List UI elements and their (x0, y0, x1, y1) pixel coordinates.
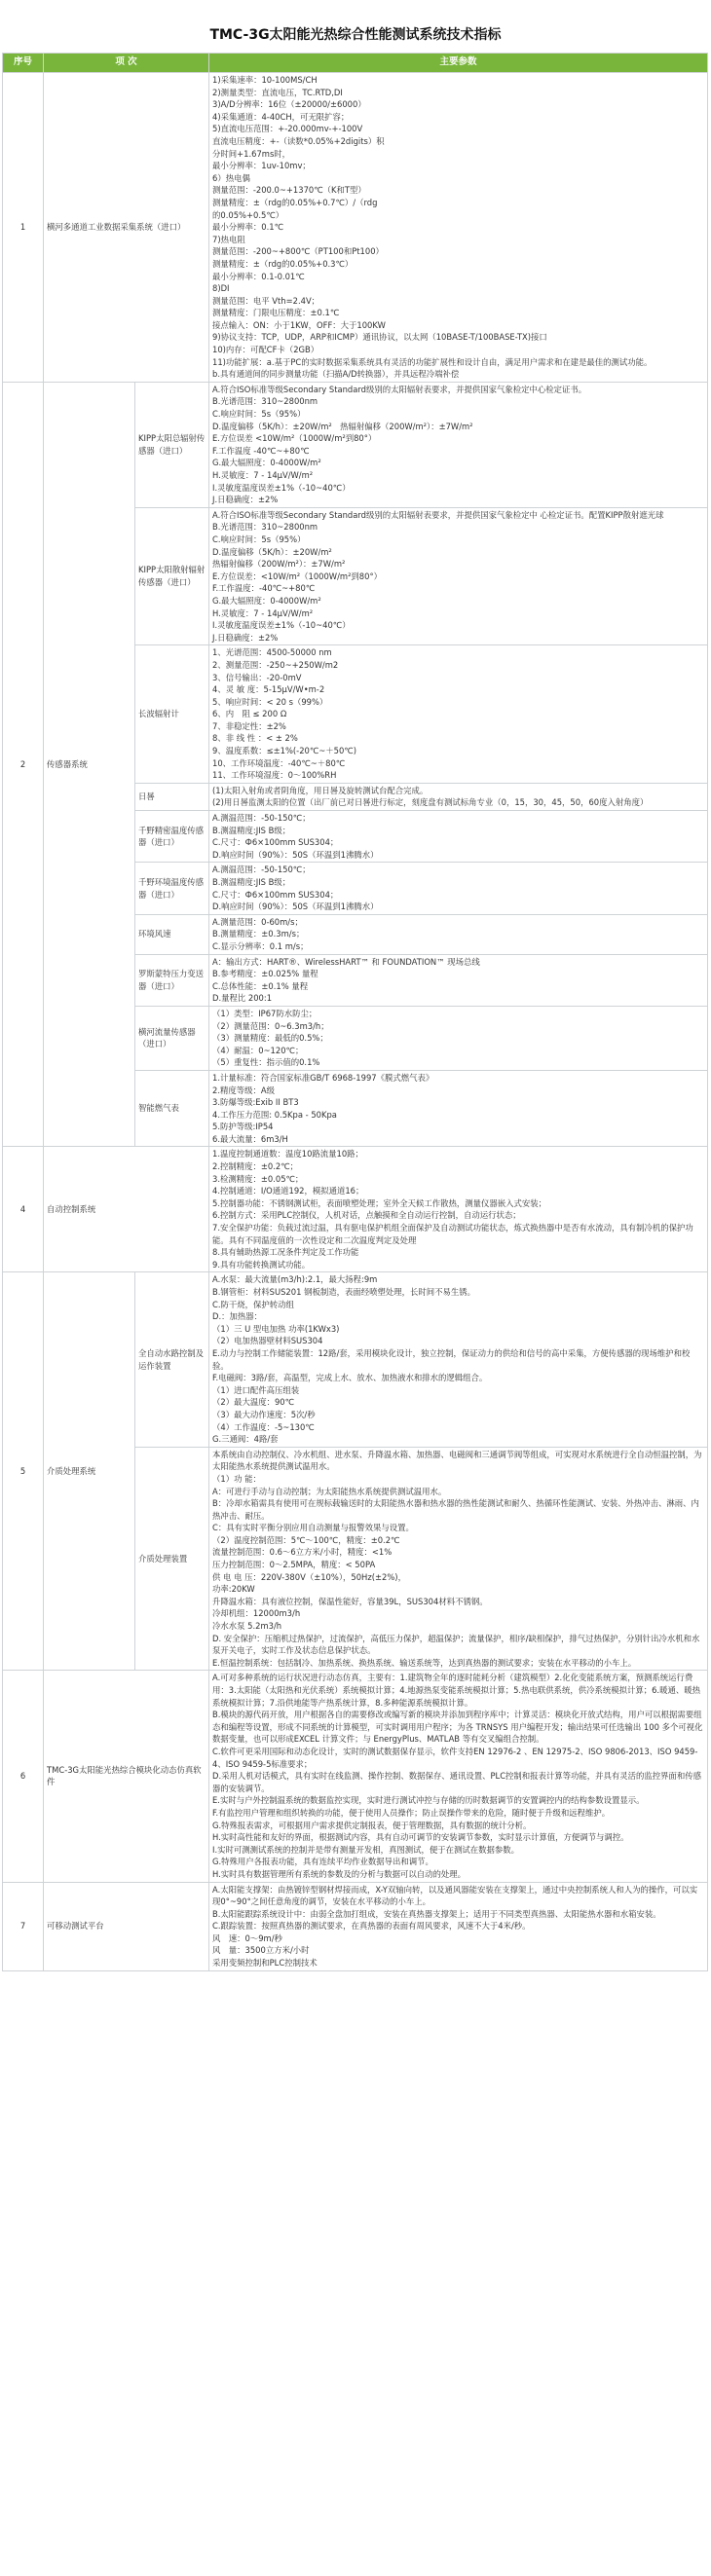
spec-line: A.符合ISO标准等级Secondary Standard级别的太阳辐射表要求，并提供国家气象检定中心检定证书。 (212, 384, 587, 394)
spec-line: F.工作温度：-40℃~+80℃ (212, 583, 316, 594)
spec-line: 5、响应时间：< 20 s（99%） (212, 696, 328, 707)
spec-line: A.水泵：最大流量(m3/h):2.1，最大扬程:9m (212, 1274, 378, 1285)
spec-line: E.方位误差：<10W/m²（1000W/m²到80°） (212, 570, 383, 581)
row-category: 介质处理系统 (44, 1272, 135, 1671)
table-row (3, 1882, 708, 1970)
table-row (3, 1272, 708, 1447)
spec-line: 11)功能扩展：a.基于PC的实时数据采集系统具有灵活的功能扩展性和设计自由，满足用户需求和在建是最佳的测试功能。 (212, 356, 653, 367)
table-row (3, 73, 708, 383)
spec-line: C.跟踪装置：按照真热器的测试要求，在真热器的表面有周风要求，风速不大于4米/秒。 (212, 1921, 531, 1932)
spec-line: D.量程比 200:1 (212, 993, 273, 1004)
header-no: 序号 (3, 54, 44, 73)
spec-line: H.灵敏度：7 - 14μV/W/m² (212, 607, 314, 618)
row-subitem: 千野精密温度传感器（进口） (135, 811, 209, 863)
row-category: TMC-3G太阳能光热综合模块化动态仿真软件 (44, 1671, 209, 1882)
spec-line: C.软件可更采用国际和动态化设计，实时的测试数据保存显示，软件支持EN 12976-2 、EN 12975-2、ISO 9806-2013、ISO 9459-4、ISO 9459-5标准要求； (212, 1746, 698, 1769)
spec-line: 9、温度系数：≤±1%(-20℃~＋50℃) (212, 746, 356, 756)
row-spec (209, 1070, 708, 1147)
spec-line: J.日稳确度：±2% (212, 632, 279, 643)
spec-line: 冷水水泵 5.2m3/h (212, 1621, 282, 1632)
spec-line: 1.温度控制通道数：温度10路流量10路； (212, 1149, 363, 1159)
row-spec (209, 1671, 708, 1882)
row-number: 7 (3, 1882, 44, 1970)
spec-line: B.模块的源代码开放，用户根据各自的需要修改或编写新的模块并添加到程序库中；计算灵活：模块化开放式结构，用户可以根据需要组态和编程等设置，形成不同系统的计算模型，可实时调用用户程序；为各 TRNSYS 用户编程开发；输出结果可任选输出 100 多个可视化数据变量，也可以形成EXCEL 计算文件；与 EnergyPlus、MATLAB 等有交叉编组合控制。 (212, 1710, 703, 1745)
spec-line: （2）温度控制范围：5℃～100℃，精度：±0.2℃ (212, 1534, 400, 1545)
spec-line: （2）测量范围：0~6.3m3/h； (212, 1020, 329, 1031)
spec-line: B.太阳能跟踪系统设计中：由弱全盘加打组成，安装在真热器支撑架上；适用于不同类型真热器、太阳能热水器和水箱安装。 (212, 1908, 661, 1919)
row-category: 自动控制系统 (44, 1147, 209, 1272)
spec-line: B.光谱范围：310~2800nm (212, 396, 318, 407)
spec-line: 1)采集速率：10-100MS/CH (212, 75, 318, 85)
spec-line: （1）进口配件高压组装 (212, 1384, 300, 1395)
spec-line: G.最大辐照度：0-4000W/m² (212, 595, 321, 606)
spec-line: J.日稳确度：±2% (212, 495, 279, 505)
spec-line: A：可进行手动与自动控制；为太阳能热水系统提供测试温用水。 (212, 1486, 447, 1496)
spec-line: 功率:20KW (212, 1584, 255, 1595)
spec-line: 3.防爆等级:Exib II BT3 (212, 1097, 299, 1108)
spec-line: E.恒温控制系统：包括制冷、加热系统、换热系统、输送系统等，达到真热器的测试要求；安装在水平移动的小车上。 (212, 1657, 637, 1668)
spec-line: （5）重复性：指示值的0.1% (212, 1057, 320, 1068)
spec-line: C.防干烧，保护转动组 (212, 1299, 294, 1309)
spec-line: H.灵敏度：7 - 14μV/W/m² (212, 470, 314, 480)
spec-line: D.响应时间（90%）：50S（环温到1沸腾水） (212, 902, 379, 912)
spec-line: （3）最大动作速度：5次/秒 (212, 1409, 316, 1419)
spec-line: 9)协议支持：TCP，UDP，ARP和ICMP）通讯协议，以太网（10BASE-T/100BASE-TX)接口 (212, 332, 547, 343)
row-category: 传感器系统 (44, 382, 135, 1147)
spec-line: A.可对多种系统的运行状况进行动态仿真，主要有：1.建筑物全年的逐时能耗分析（建筑模型）2.化化变能系统方案，预测系统运行费用：3.太阳能（太阳热和光伏系统）系统模拟计算；4.地源热泵变能系统模拟计算；5.热电联供系统，供冷系统模拟计算；6.暖通、暖热系统模拟计算；7.沿供地能等产热系统计算，8.多种能源系统模拟计算。 (212, 1673, 700, 1708)
spec-line: H.实时具有数据管理所有系统的参数及的分析与数据可以自动的处理。 (212, 1868, 467, 1879)
spec-line: C.显示分辨率：0.1 m/s； (212, 940, 309, 951)
row-subitem: 介质处理装置 (135, 1447, 209, 1671)
spec-line: 测量精度：±（rdg的0.05%+0.7℃）/（rdg (212, 197, 378, 207)
spec-line: D.温度偏移（5K/h）：±20W/m² (212, 546, 332, 557)
row-spec (209, 783, 708, 810)
spec-line: 6、内 阻 ≤ 200 Ω (212, 709, 287, 719)
document-title: TMC-3G太阳能光热综合性能测试系统技术指标 (209, 27, 502, 43)
row-subitem: KIPP太阳总辐射传感器（进口） (135, 382, 209, 507)
spec-line: D. 安全保护：压缩机过热保护，过流保护，高低压力保护，超温保护；流量保护，相序/缺相保护，排气过热保护，分别针出冷水机和水泵开关电子，实时工作及状态信息保护状态。 (212, 1633, 700, 1656)
spec-line: 升降温水箱：具有液位控制，保温性能好，容量39L，SUS304材料不锈钢。 (212, 1596, 488, 1606)
row-spec (209, 1006, 708, 1070)
spec-line: E.动力与控制工作储能装置：12路/套，采用模块化设计，独立控制，保证动力的供给和信号的高中采集，方便传感器的现场维护和校验。 (212, 1347, 691, 1371)
spec-line: F.电磁阀：3路/套，高温型，完成上水、放水、加热液水和排水的逻辑组合。 (212, 1373, 488, 1383)
spec-line: 9.具有功能转换测试功能。 (212, 1259, 311, 1270)
row-number: 6 (3, 1671, 44, 1882)
spec-line: 采用变频控制和PLC控制技术 (212, 1958, 318, 1969)
spec-line: (2)用日晷监测太阳的位置（出厂前已对日晷进行标定，刻度盘有测试标角专业（0，15，30，45，50，60度入射角度） (212, 797, 649, 808)
row-spec (209, 507, 708, 645)
spec-line: 最小分辨率：0.1℃ (212, 222, 283, 233)
spec-line: A：输出方式：HART®、WirelessHART™ 和 FOUNDATION™ 现场总线 (212, 956, 480, 967)
spec-line: 3、信号输出：-20-0mV (212, 672, 302, 682)
spec-line: （3）测量精度：最低的0.5%； (212, 1033, 328, 1044)
spec-line: 5.防护等级:IP54 (212, 1122, 274, 1132)
spec-line: G.特殊报表需求，可根据用户需求提供定制报表，便于管理数据，具有数据的统计分析。 (212, 1820, 532, 1830)
spec-line: (1)太阳入射角或者阴角度，用日晷及旋转测试台配合完成。 (212, 785, 429, 795)
spec-line: B.参考精度：±0.025% 量程 (212, 969, 318, 979)
spec-line: I.实时可测测试系统的控制并是带有测量开发相，真图测试，便于在测试在数据参数。 (212, 1844, 520, 1855)
spec-line: 4.控制通道：I/O通道192，模拟通道16； (212, 1186, 364, 1196)
spec-line: （1）类型：IP67防水防尘； (212, 1008, 318, 1018)
table-row (3, 1147, 708, 1272)
row-number: 5 (3, 1272, 44, 1671)
row-spec (209, 1147, 708, 1272)
spec-table (2, 53, 708, 1971)
spec-line: 4)采集通道：4-40CH，可无限扩容； (212, 111, 350, 122)
spec-line: 测量范围：电平 Vth=2.4V； (212, 295, 320, 306)
spec-line: 10)内存：可配CF卡（2GB） (212, 345, 319, 355)
spec-line: 2、测量范围：-250~+250W/m2 (212, 659, 339, 670)
spec-line: 流量控制范围：0.6～6立方米/小时，精度：<1% (212, 1547, 393, 1558)
header-param: 主要参数 (209, 54, 708, 73)
spec-line: E.实时与户外控制温系统的数据监控实现，实时进行测试冲控与存储的历时数据调节的安置调控内的结构参数设置显示。 (212, 1795, 645, 1806)
spec-line: G.最大辐照度：0-4000W/m² (212, 458, 321, 468)
header-item: 项 次 (44, 54, 209, 73)
spec-line: A.测温范围：-50-150℃； (212, 813, 311, 824)
row-spec (209, 954, 708, 1006)
spec-line: 风 速：0～9m/秒 (212, 1932, 282, 1943)
row-number: 4 (3, 1147, 44, 1272)
spec-line: A.测量范围：0-60m/s； (212, 916, 303, 927)
spec-line: 6）热电偶 (212, 172, 250, 183)
spec-line: 5.控制器功能：不锈钢测试柜，表面喷塑处理；室外全天候工作散热，测量仪器嵌入式安装； (212, 1197, 546, 1208)
spec-line: C.总体性能：±0.1% 量程 (212, 980, 309, 991)
spec-line: 3)A/D分辨率：16位（±20000/±6000） (212, 99, 366, 110)
row-subitem: 智能燃气表 (135, 1070, 209, 1147)
row-spec (209, 73, 708, 383)
row-spec (209, 1272, 708, 1447)
spec-line: 分时间+1.67ms时， (212, 148, 291, 159)
row-number: 1 (3, 73, 44, 383)
spec-line: 接点输入：ON：小于1KW，OFF：大于100KW (212, 319, 386, 330)
row-spec (209, 645, 708, 784)
spec-line: C.响应时间：5s（95%） (212, 409, 306, 420)
spec-line: 10、工作环境温度：-40℃~＋80℃ (212, 757, 346, 768)
spec-line: 测量范围：-200~+800℃（PT100和Pt100） (212, 246, 384, 257)
spec-line: A.测温范围：-50-150℃； (212, 865, 311, 875)
spec-line: 本系统由自动控制仪、冷水机组、进水泵、升降温水箱、加热器、电磁阀和三通调节阀等组成，可实现对水系统进行全自动恒温控制，为太阳能热水系统提供测试温用水。 (212, 1449, 702, 1472)
row-spec (209, 863, 708, 914)
spec-line: B.测量精度：±0.3m/s； (212, 929, 305, 939)
spec-line: 2.控制精度：±0.2℃； (212, 1161, 298, 1172)
spec-line: B.测温精度:JIS B级； (212, 825, 291, 835)
row-subitem: KIPP太阳散射辐射传感器（进口） (135, 507, 209, 645)
spec-line: 11、工作环境湿度：0～100%RH (212, 770, 337, 781)
spec-line: B.测温精度:JIS B级； (212, 877, 291, 887)
spec-line: 测量精度：±（rdg的0.05%+0.3℃） (212, 258, 354, 269)
row-number: 2 (3, 382, 44, 1147)
row-spec (209, 914, 708, 954)
spec-line: I.灵敏度温度误差±1%（-10~40℃） (212, 482, 351, 493)
row-category: 横河多通道工业数据采集系统（进口） (44, 73, 209, 383)
spec-line: 7)热电阻 (212, 234, 245, 244)
spec-line: 7.安全保护功能：负载过流过温，具有驱电保护机组全面保护及自动测试功能状态，炼式换热器中是否有水流动，具有制冷机的保护功能。具有不同温度值的一次性设定和二次温度判定及处理 (212, 1223, 693, 1245)
spec-line: （4）耐温：0~120℃； (212, 1045, 304, 1055)
spec-line: B.钢管柜：材料SUS201 钢板制造，表面经喷塑处理，长时间不易生锈。 (212, 1287, 475, 1297)
spec-line: 4、灵 敏 度：5-15μV/W•m-2 (212, 684, 325, 695)
spec-line: 8)DI (212, 283, 230, 294)
spec-line: E.方位误差 <10W/m²（1000W/m²到80°） (212, 433, 377, 444)
spec-line: 1.计量标准：符合国家标准GB/T 6968-1997《膜式燃气表》 (212, 1072, 434, 1083)
spec-line: （2）电加热器壁材料SUS304 (212, 1336, 323, 1346)
spec-line: 8.具有辅助热源工况条件判定及工作功能 (212, 1247, 359, 1258)
row-spec (209, 1882, 708, 1970)
spec-line: 7、非稳定性：±2% (212, 720, 286, 731)
spec-line: 直流电压精度：+-（读数*0.05%+2digits）积 (212, 135, 385, 146)
spec-line: D.：加热器： (212, 1311, 262, 1322)
row-subitem: 横河流量传感器（进口） (135, 1006, 209, 1070)
spec-line: （1）三 U 型电加热 功率(1KWx3) (212, 1323, 340, 1334)
spec-line: G.特殊用户各报表功能，具有连续平均作业数据导出和调节。 (212, 1857, 433, 1867)
spec-line: （1）功 能： (212, 1473, 261, 1484)
spec-line: H.实时高性能和友好的界面，根据测试内容，具有自动可调节的安装调节参数，实时显示计算值，方便调节与调控。 (212, 1832, 629, 1843)
spec-line: F.工作温度 -40℃~+80℃ (212, 445, 310, 456)
spec-line: F.有监控用户管理和组织转换的功能，便于使用人员操作；防止误操作带来的危险，随时便于升级和远程维护。 (212, 1807, 611, 1818)
spec-line: A.符合ISO标准等级Secondary Standard级别的太阳辐射表要求，并提供国家气象检定中 心检定证书。配置KIPP散射遮光球 (212, 509, 664, 520)
spec-line: A.太阳能支撑架：由热镀锌型钢材焊接而成，X-Y双轴向转，以及通风器能安装在支撑架上，通过中央控制系统人和人为的操作，可以实现0°~90°之间任意角度的调节，安装在水平移动的小车上。 (212, 1884, 698, 1907)
spec-line: G.三通阀：4路/套 (212, 1434, 279, 1445)
row-subitem: 全自动水路控制及运作装置 (135, 1272, 209, 1447)
spec-line: 最小分辨率：0.1-0.01℃ (212, 271, 305, 281)
spec-line: 3.检测精度：±0.05℃； (212, 1173, 304, 1184)
table-row (3, 382, 708, 507)
spec-line: B：冷却水箱需具有使用可在规标载输送时的太阳能热水器和热水器的热性能测试和耐久、热循环性能测试、安装、外热冲击、淋雨、内热冲击、耐压。 (212, 1498, 699, 1521)
spec-line: 压力控制范围：0～2.5MPA，精度：< 50PA (212, 1560, 376, 1570)
spec-line: 最小分辨率：1uv-10mv； (212, 161, 311, 171)
spec-line: C.响应时间：5s（95%） (212, 534, 306, 544)
row-subitem: 长波辐射计 (135, 645, 209, 784)
spec-line: C.尺寸：Ф6×100mm SUS304； (212, 837, 339, 848)
spec-line: 6.最大流量：6m3/H (212, 1133, 288, 1144)
spec-line: D.采用人机对话模式，具有实时在线监测、操作控制、数据保存、通讯设置、PLC控制和报表计算等功能，并具有灵活的监控界面和传感器的安装调节。 (212, 1771, 702, 1793)
spec-line: （4）工作温度：-5~130℃ (212, 1421, 315, 1432)
row-spec (209, 382, 708, 507)
spec-line: 1、光谱范围：4500-50000 nm (212, 647, 332, 658)
spec-line: 4.工作压力范围: 0.5Kpa - 50Kpa (212, 1109, 337, 1120)
row-spec (209, 1447, 708, 1671)
row-subitem: 千野环境温度传感器（进口） (135, 863, 209, 914)
row-category: 可移动测试平台 (44, 1882, 209, 1970)
row-subitem: 环境风速 (135, 914, 209, 954)
spec-line: 供 电 电 压：220V-380V（±10%），50Hz(±2%)， (212, 1571, 406, 1582)
spec-line: （2）最大温度：90℃ (212, 1397, 295, 1408)
spec-line: I.灵敏度温度误差±1%（-10~40℃） (212, 620, 351, 631)
spec-line: b.具有通道间的同步测量功能（扫描A/D转换器），并具远程冷端补偿 (212, 369, 460, 380)
row-spec (209, 811, 708, 863)
spec-line: B.光谱范围：310~2800nm (212, 522, 318, 533)
spec-line: 风 量：3500立方米/小时 (212, 1945, 310, 1956)
spec-line: C.尺寸：Ф6×100mm SUS304； (212, 889, 339, 900)
table-header-row (3, 54, 708, 73)
spec-line: 的0.05%+0.5℃） (212, 209, 284, 220)
spec-line: 测量精度：门限电压精度：±0.1℃ (212, 308, 340, 318)
spec-line: 5)直流电压范围：+-20.000mv-+-100V (212, 124, 363, 134)
row-subitem: 日晷 (135, 783, 209, 810)
spec-line: 2)测量类型：直流电压，TC.RTD,DI (212, 87, 343, 97)
spec-line: 8、非 线 性 ：< ± 2% (212, 733, 298, 744)
spec-line: 2.精度等级：A级 (212, 1085, 275, 1095)
spec-line: C：具有实时平衡分别应用自动测量与报警效果与设置。 (212, 1523, 414, 1533)
spec-line: D.响应时间（90%）：50S（环温到1沸腾水） (212, 849, 379, 860)
spec-line: 6.控制方式：采用PLC控制仪，人机对话，点触摸和全自动运行控制，自动运行状态； (212, 1210, 521, 1221)
row-subitem: 罗斯蒙特压力变送器（进口） (135, 954, 209, 1006)
spec-line: 测量范围：-200.0~+1370℃（K和T型） (212, 185, 366, 196)
table-row (3, 1671, 708, 1882)
spec-line: D.温度偏移（5K/h）：±20W/m² 热辐射偏移（200W/m²）：±7W/m² (212, 421, 473, 431)
spec-line: 热辐射偏移（200W/m²）：±7W/m² (212, 559, 346, 570)
spec-table-body (3, 73, 708, 1971)
spec-line: 冷却机组：12000m3/h (212, 1608, 301, 1619)
